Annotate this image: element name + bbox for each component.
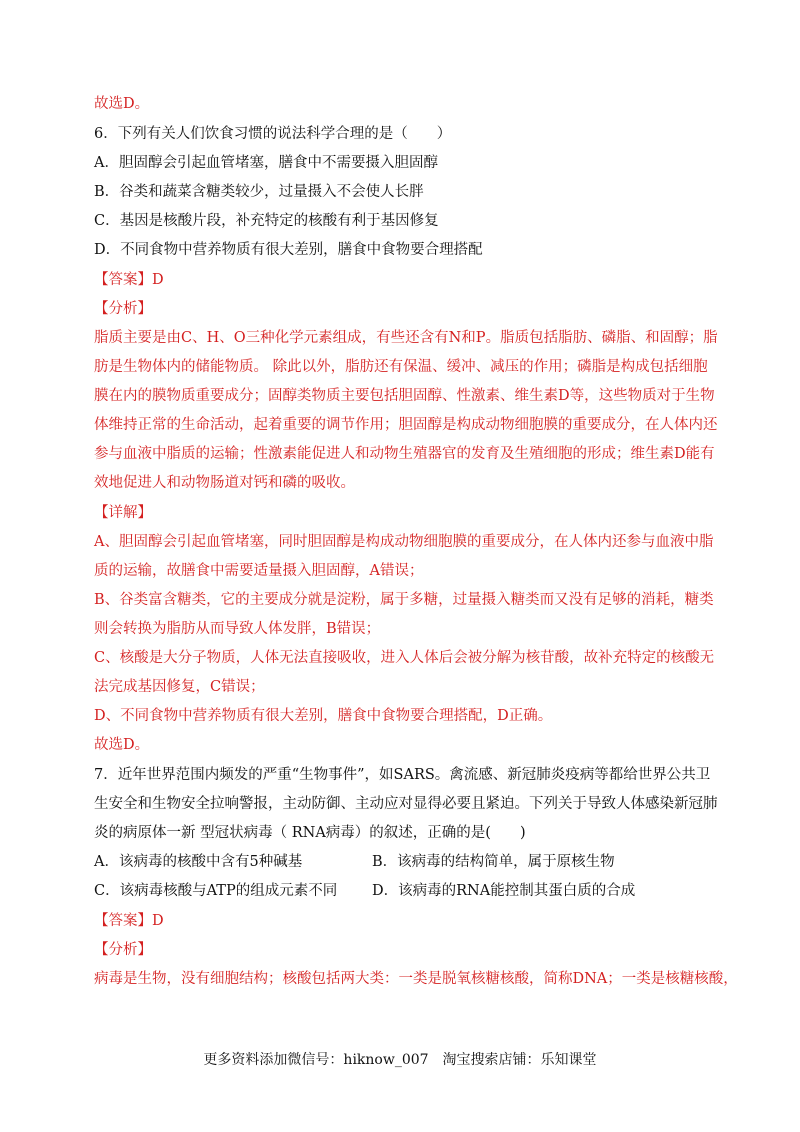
q6-detail-label: 【详解】 bbox=[94, 505, 152, 521]
q7-option-a: A．该病毒的核酸中含有5种碱基 bbox=[94, 854, 303, 870]
q6-detail-line: C、核酸是大分子物质，人体无法直接吸收，进入人体后会被分解为核苷酸，故补充特定的核酸无 bbox=[94, 650, 715, 666]
q6-analysis-line: 肪是生物体内的储能物质。 除此以外，脂肪还有保温、缓冲、减压的作用；磷脂是构成包括细胞 bbox=[94, 359, 708, 375]
q7-analysis-label: 【分析】 bbox=[94, 942, 152, 958]
q6-analysis-line: 效地促进人和动物肠道对钙和磷的吸收。 bbox=[94, 475, 355, 491]
q6-option-b: B．谷类和蔬菜含糖类较少，过量摄入不会使人长胖 bbox=[94, 184, 424, 200]
q7-option-d: D．该病毒的RNA能控制其蛋白质的合成 bbox=[372, 883, 636, 899]
q6-detail-line: B、谷类富含糖类，它的主要成分就是淀粉，属于多糖，过量摄入糖类而又没有足够的消耗，糖类 bbox=[94, 592, 714, 608]
q7-stem-line: 7．近年世界范围内频发的严重“生物事件”，如SARS。禽流感、新冠肺炎疫病等都给世界公共卫 bbox=[94, 767, 711, 783]
q7-option-b: B．该病毒的结构简单，属于原核生物 bbox=[372, 854, 615, 870]
page-footer: 更多资料添加微信号：hiknow_007 淘宝搜索店铺：乐知课堂 bbox=[203, 1052, 597, 1068]
q6-analysis-line: 参与血液中脂质的运输；性激素能促进人和动物生殖器官的发育及生殖细胞的形成；维生素D能有 bbox=[94, 446, 715, 462]
q6-answer bbox=[94, 270, 714, 290]
q6-conclusion: 故选D。 bbox=[94, 737, 150, 753]
q6-detail-line: A、胆固醇会引起血管堵塞，同时胆固醇是构成动物细胞膜的重要成分，在人体内还参与血液中脂 bbox=[94, 534, 714, 550]
q6-detail-line: D、不同食物中营养物质有很大差别，膳食中食物要合理搭配，D正确。 bbox=[94, 708, 553, 724]
q6-analysis-line: 体维持正常的生命活动，起着重要的调节作用；胆固醇是构成动物细胞膜的重要成分，在人体内还 bbox=[94, 417, 718, 433]
q7-stem-line: 炎的病原体一新 型冠状病毒（ RNA病毒）的叙述，正确的是( ) bbox=[94, 825, 526, 841]
previous-conclusion: 故选D。 bbox=[94, 96, 150, 112]
answer-label: 【答案】 bbox=[94, 272, 152, 288]
q7-stem-line: 生安全和生物安全拉响警报，主动防御、主动应对显得必要且紧迫。下列关于导致人体感染新冠肺 bbox=[94, 796, 718, 812]
q6-option-a: A．胆固醇会引起血管堵塞，膳食中不需要摄入胆固醇 bbox=[94, 155, 438, 171]
q7-answer bbox=[94, 911, 714, 931]
q6-detail-line: 则会转换为脂肪从而导致人体发胖，B错误； bbox=[94, 621, 381, 637]
q6-option-c: C．基因是核酸片段，补充特定的核酸有利于基因修复 bbox=[94, 213, 439, 229]
q6-detail-line: 法完成基因修复，C错误； bbox=[94, 679, 265, 695]
q7-option-c: C．该病毒核酸与ATP的组成元素不同 bbox=[94, 883, 338, 899]
q6-analysis-label: 【分析】 bbox=[94, 301, 152, 317]
q6-analysis-line: 脂质主要是由C、H、O三种化学元素组成，有些还含有N和P。脂质包括脂肪、磷脂、和固醇；脂 bbox=[94, 330, 718, 346]
q6-detail-line: 质的运输，故膳食中需要适量摄入胆固醇，A错误； bbox=[94, 563, 424, 579]
q7-analysis-line: 病毒是生物，没有细胞结构；核酸包括两大类：一类是脱氧核糖核酸，简称DNA；一类是核糖核酸， bbox=[94, 971, 738, 987]
answer-value: D bbox=[152, 272, 164, 288]
q6-analysis-line: 膜在内的膜物质重要成分；固醇类物质主要包括胆固醇、性激素、维生素D等，这些物质对于生物 bbox=[94, 388, 715, 404]
answer-label: 【答案】 bbox=[94, 913, 152, 929]
q6-option-d: D．不同食物中营养物质有很大差别，膳食中食物要合理搭配 bbox=[94, 242, 483, 258]
q6-stem: 6．下列有关人们饮食习惯的说法科学合理的是（ ） bbox=[94, 126, 452, 142]
answer-value: D bbox=[152, 913, 164, 929]
